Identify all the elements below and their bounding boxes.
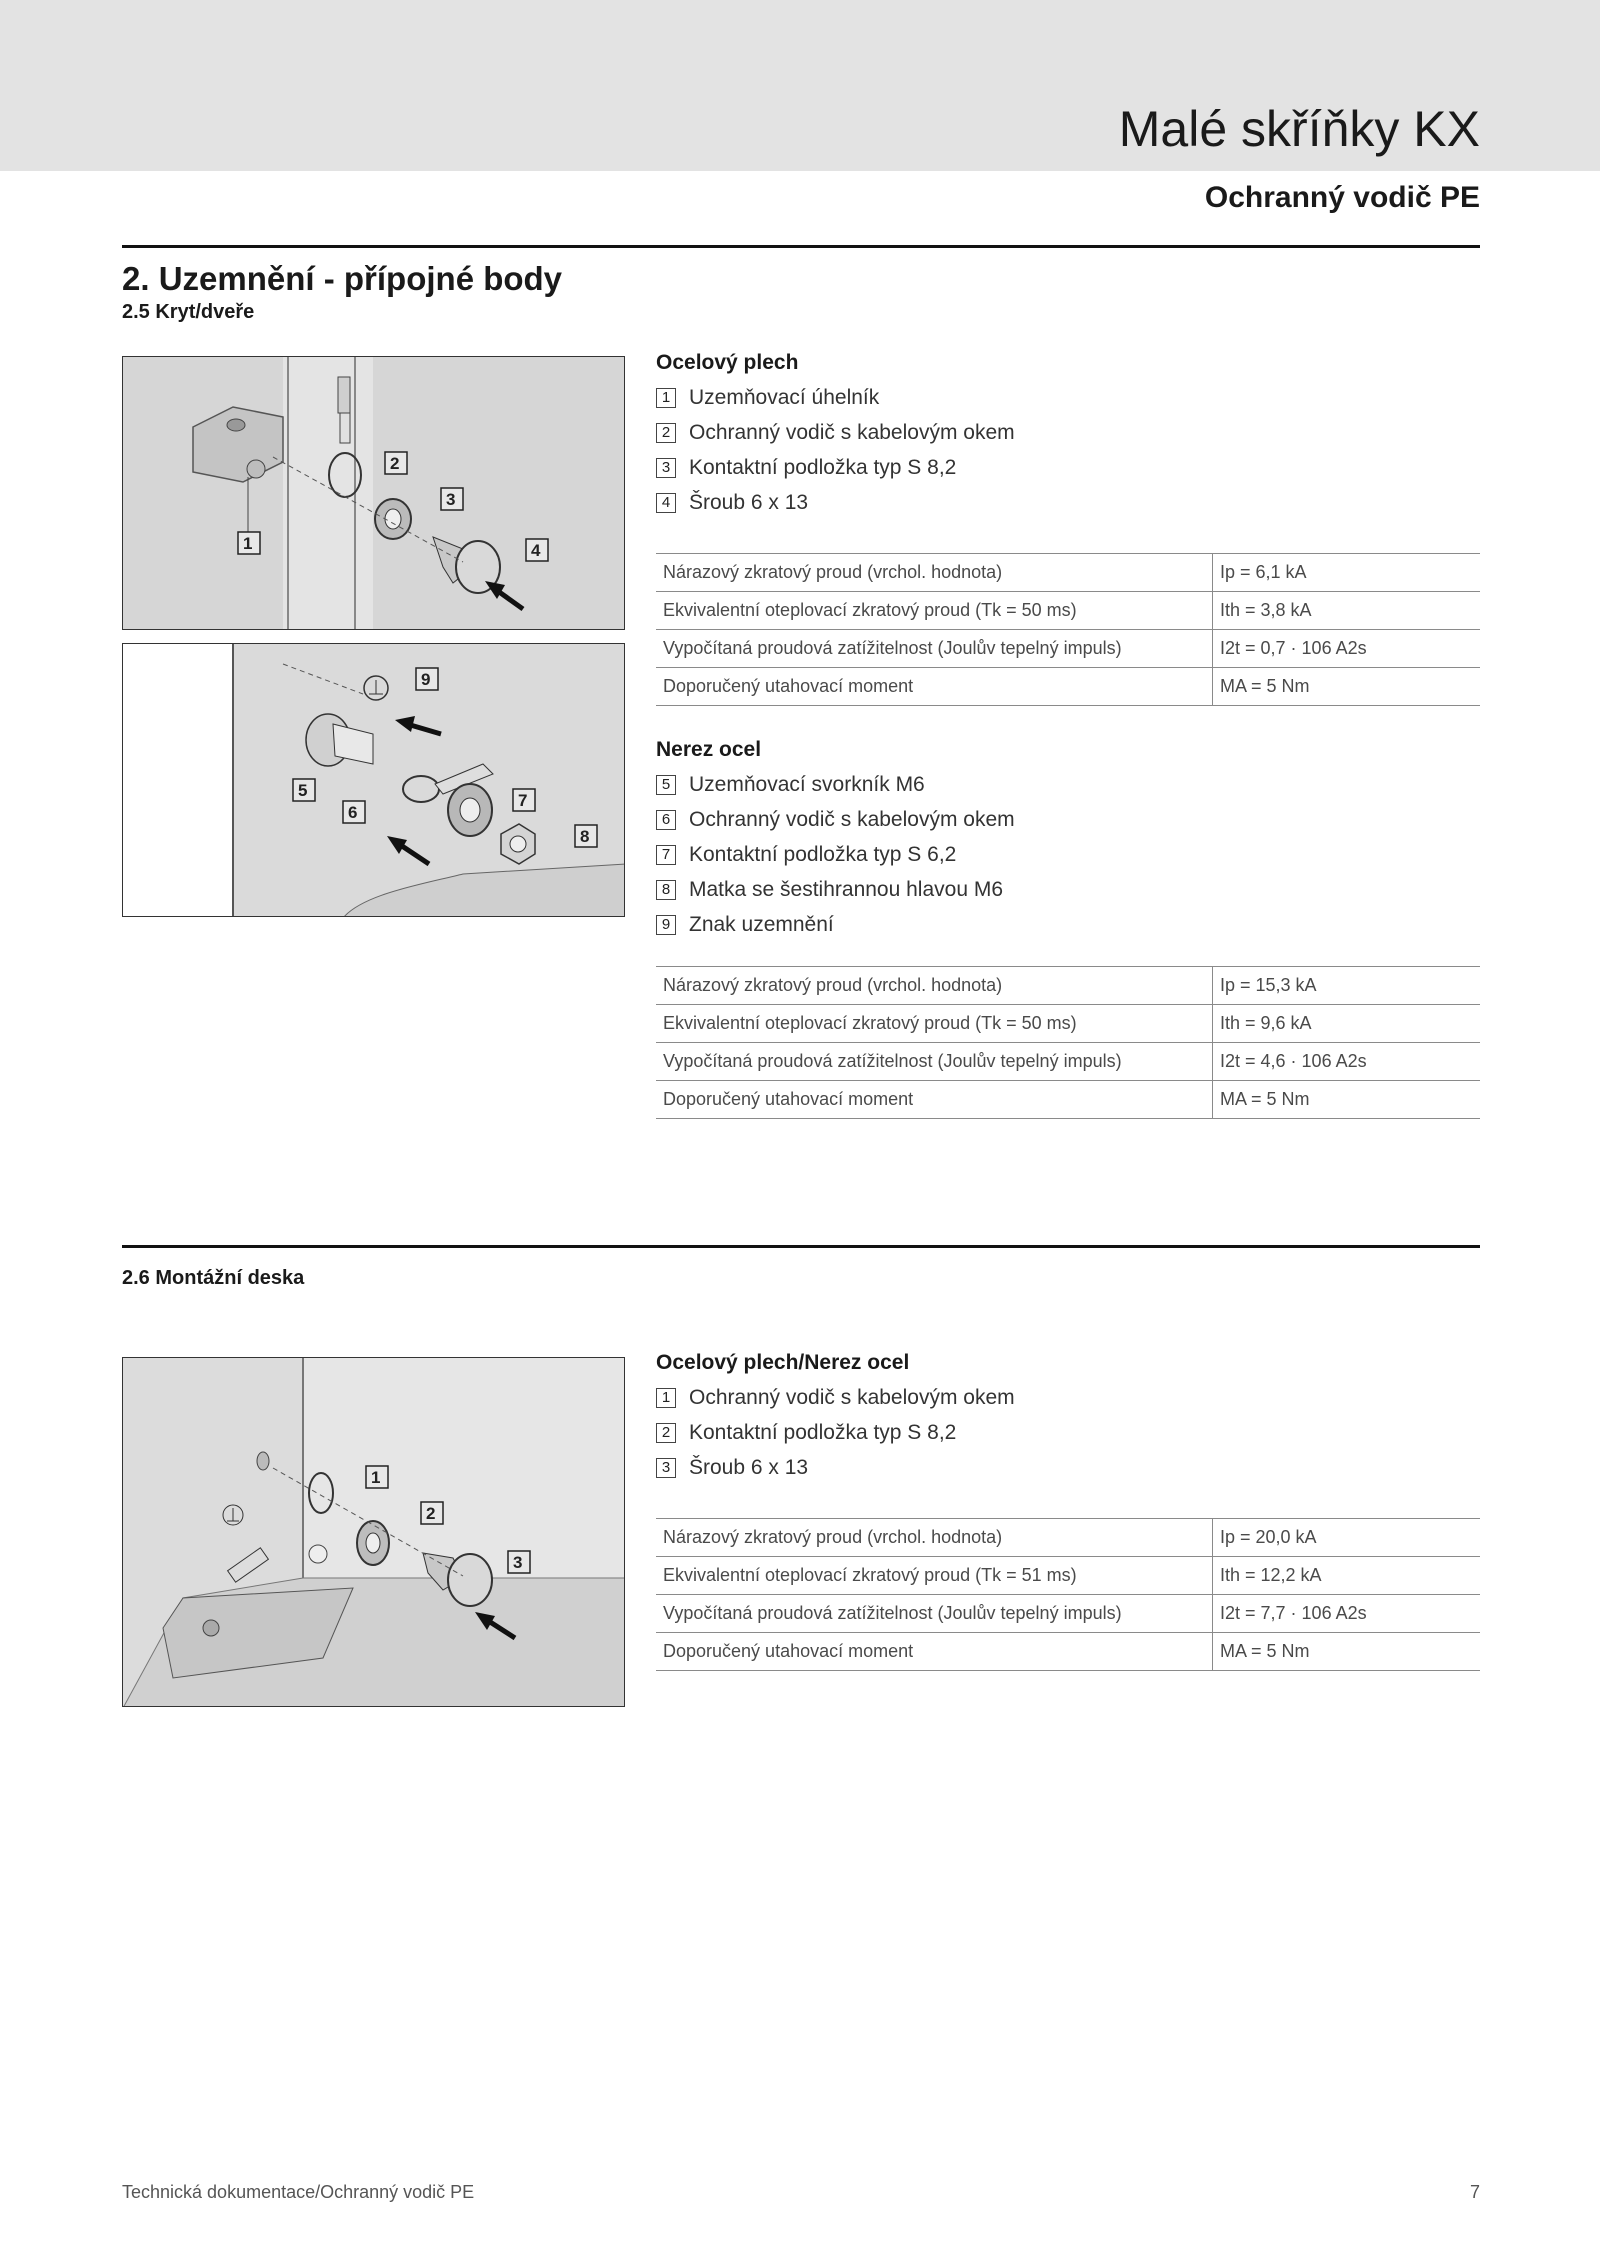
row-value: Ip = 15,3 kA (1213, 967, 1481, 1005)
svg-text:6: 6 (348, 803, 358, 822)
legend-text: Kontaktní podložka typ S 8,2 (689, 456, 957, 479)
spec-table (656, 553, 1480, 706)
row-label: Nárazový zkratový proud (vrchol. hodnota) (656, 554, 1213, 592)
legend-text: Ochranný vodič s kabelovým okem (689, 421, 1015, 444)
document-subtitle: Ochranný vodič PE (1204, 181, 1480, 214)
callout-3 (441, 488, 463, 510)
legend-item (656, 767, 1480, 802)
table-row (656, 630, 1480, 668)
row-label: Doporučený utahovací moment (656, 1633, 1213, 1671)
spec-table (656, 966, 1480, 1119)
legend-number: 3 (656, 458, 676, 478)
legend-number: 9 (656, 915, 676, 935)
table-row (656, 1081, 1480, 1119)
header-rule (122, 245, 1480, 248)
row-label: Vypočítaná proudová zatížitelnost (Joulův tepelný impuls) (656, 1595, 1213, 1633)
legend-list (656, 767, 1480, 942)
section-heading: 2. Uzemnění - přípojné body (122, 260, 563, 297)
spec-block-mounting-plate (656, 1346, 1480, 1671)
document-title: Malé skříňky KX (1118, 101, 1480, 157)
table-row (656, 1595, 1480, 1633)
row-label: Doporučený utahovací moment (656, 1081, 1213, 1119)
block-title: Ocelový plech (656, 351, 799, 374)
svg-text:7: 7 (518, 791, 528, 810)
legend-item (656, 872, 1480, 907)
callout-1 (366, 1466, 388, 1488)
block-title: Nerez ocel (656, 738, 762, 761)
legend-text: Šroub 6 x 13 (689, 491, 809, 514)
legend-text: Ochranný vodič s kabelovým okem (689, 808, 1015, 831)
section-rule (122, 1245, 1480, 1248)
legend-text: Uzemňovací úhelník (689, 386, 880, 409)
table-row (656, 1519, 1480, 1557)
row-value: Ith = 9,6 kA (1213, 1005, 1481, 1043)
svg-text:4: 4 (531, 541, 541, 560)
legend-number: 8 (656, 880, 676, 900)
svg-text:2: 2 (426, 1504, 436, 1523)
legend-item (656, 837, 1480, 872)
svg-text:8: 8 (580, 827, 590, 846)
legend-text: Uzemňovací svorkník M6 (689, 773, 925, 796)
legend-number: 6 (656, 810, 676, 830)
legend-text: Ochranný vodič s kabelovým okem (689, 1386, 1015, 1409)
block-title: Ocelový plech/Nerez ocel (656, 1351, 910, 1374)
footer-text: Technická dokumentace/Ochranný vodič PE (122, 2182, 475, 2202)
spec-table (656, 1518, 1480, 1671)
svg-text:9: 9 (421, 670, 431, 689)
callout-1 (238, 532, 260, 554)
table-row (656, 1005, 1480, 1043)
row-value: Ith = 3,8 kA (1213, 592, 1481, 630)
svg-text:5: 5 (298, 781, 308, 800)
legend-item (656, 907, 1480, 942)
legend-text: Znak uzemnění (689, 913, 834, 936)
row-label: Ekvivalentní oteplovací zkratový proud (Tk = 51 ms) (656, 1557, 1213, 1595)
row-value: MA = 5 Nm (1213, 1081, 1481, 1119)
page-number: 7 (1469, 2182, 1480, 2202)
callout-6 (343, 801, 365, 823)
row-label: Nárazový zkratový proud (vrchol. hodnota) (656, 967, 1213, 1005)
table-row (656, 1557, 1480, 1595)
svg-text:2: 2 (390, 454, 400, 473)
legend-text: Kontaktní podložka typ S 8,2 (689, 1421, 957, 1444)
row-label: Vypočítaná proudová zatížitelnost (Joulův tepelný impuls) (656, 630, 1213, 668)
svg-text:1: 1 (243, 534, 253, 553)
table-row (656, 1043, 1480, 1081)
legend-text: Šroub 6 x 13 (689, 1456, 809, 1479)
row-value: MA = 5 Nm (1213, 668, 1481, 706)
spec-block-stainless (656, 733, 1480, 1119)
legend-item (656, 802, 1480, 837)
figure-mounting-plate-ground (122, 1357, 625, 1707)
row-value: Ip = 6,1 kA (1213, 554, 1481, 592)
legend-list (656, 1380, 1480, 1485)
subsection-heading-2-6: 2.6 Montážní deska (122, 1267, 305, 1289)
row-value: I2t = 7,7 · 106 A2s (1213, 1595, 1481, 1633)
figure-stainless-ground (122, 643, 625, 917)
row-label: Ekvivalentní oteplovací zkratový proud (Tk = 50 ms) (656, 592, 1213, 630)
legend-item (656, 415, 1480, 450)
legend-text: Kontaktní podložka typ S 6,2 (689, 843, 957, 866)
svg-text:3: 3 (513, 1553, 523, 1572)
row-value: I2t = 4,6 · 106 A2s (1213, 1043, 1481, 1081)
legend-number: 2 (656, 1423, 676, 1443)
figure-steel-sheet-ground (122, 356, 625, 630)
legend-number: 1 (656, 388, 676, 408)
row-value: MA = 5 Nm (1213, 1633, 1481, 1671)
legend-number: 5 (656, 775, 676, 795)
legend-number: 7 (656, 845, 676, 865)
callout-7 (513, 789, 535, 811)
callout-3 (508, 1551, 530, 1573)
legend-number: 2 (656, 423, 676, 443)
callout-2 (385, 452, 407, 474)
row-label: Ekvivalentní oteplovací zkratový proud (Tk = 50 ms) (656, 1005, 1213, 1043)
callout-8 (575, 825, 597, 847)
callout-2 (421, 1502, 443, 1524)
legend-list (656, 380, 1480, 520)
svg-text:3: 3 (446, 490, 456, 509)
table-row (656, 1633, 1480, 1671)
row-label: Nárazový zkratový proud (vrchol. hodnota) (656, 1519, 1213, 1557)
row-label: Vypočítaná proudová zatížitelnost (Joulův tepelný impuls) (656, 1043, 1213, 1081)
callout-4 (526, 539, 548, 561)
callout-9 (416, 668, 438, 690)
legend-text: Matka se šestihrannou hlavou M6 (689, 878, 1004, 901)
table-row (656, 592, 1480, 630)
legend-item (656, 380, 1480, 415)
legend-item (656, 1415, 1480, 1450)
legend-item (656, 1450, 1480, 1485)
legend-item (656, 450, 1480, 485)
row-value: Ith = 12,2 kA (1213, 1557, 1481, 1595)
row-label: Doporučený utahovací moment (656, 668, 1213, 706)
legend-item (656, 485, 1480, 520)
legend-number: 4 (656, 493, 676, 513)
row-value: Ip = 20,0 kA (1213, 1519, 1481, 1557)
svg-text:1: 1 (371, 1468, 381, 1487)
spec-block-steel (656, 346, 1480, 706)
legend-item (656, 1380, 1480, 1415)
table-row (656, 668, 1480, 706)
callout-5 (293, 779, 315, 801)
legend-number: 3 (656, 1458, 676, 1478)
table-row (656, 967, 1480, 1005)
subsection-heading-2-5: 2.5 Kryt/dveře (122, 301, 255, 323)
table-row (656, 554, 1480, 592)
legend-number: 1 (656, 1388, 676, 1408)
row-value: I2t = 0,7 · 106 A2s (1213, 630, 1481, 668)
